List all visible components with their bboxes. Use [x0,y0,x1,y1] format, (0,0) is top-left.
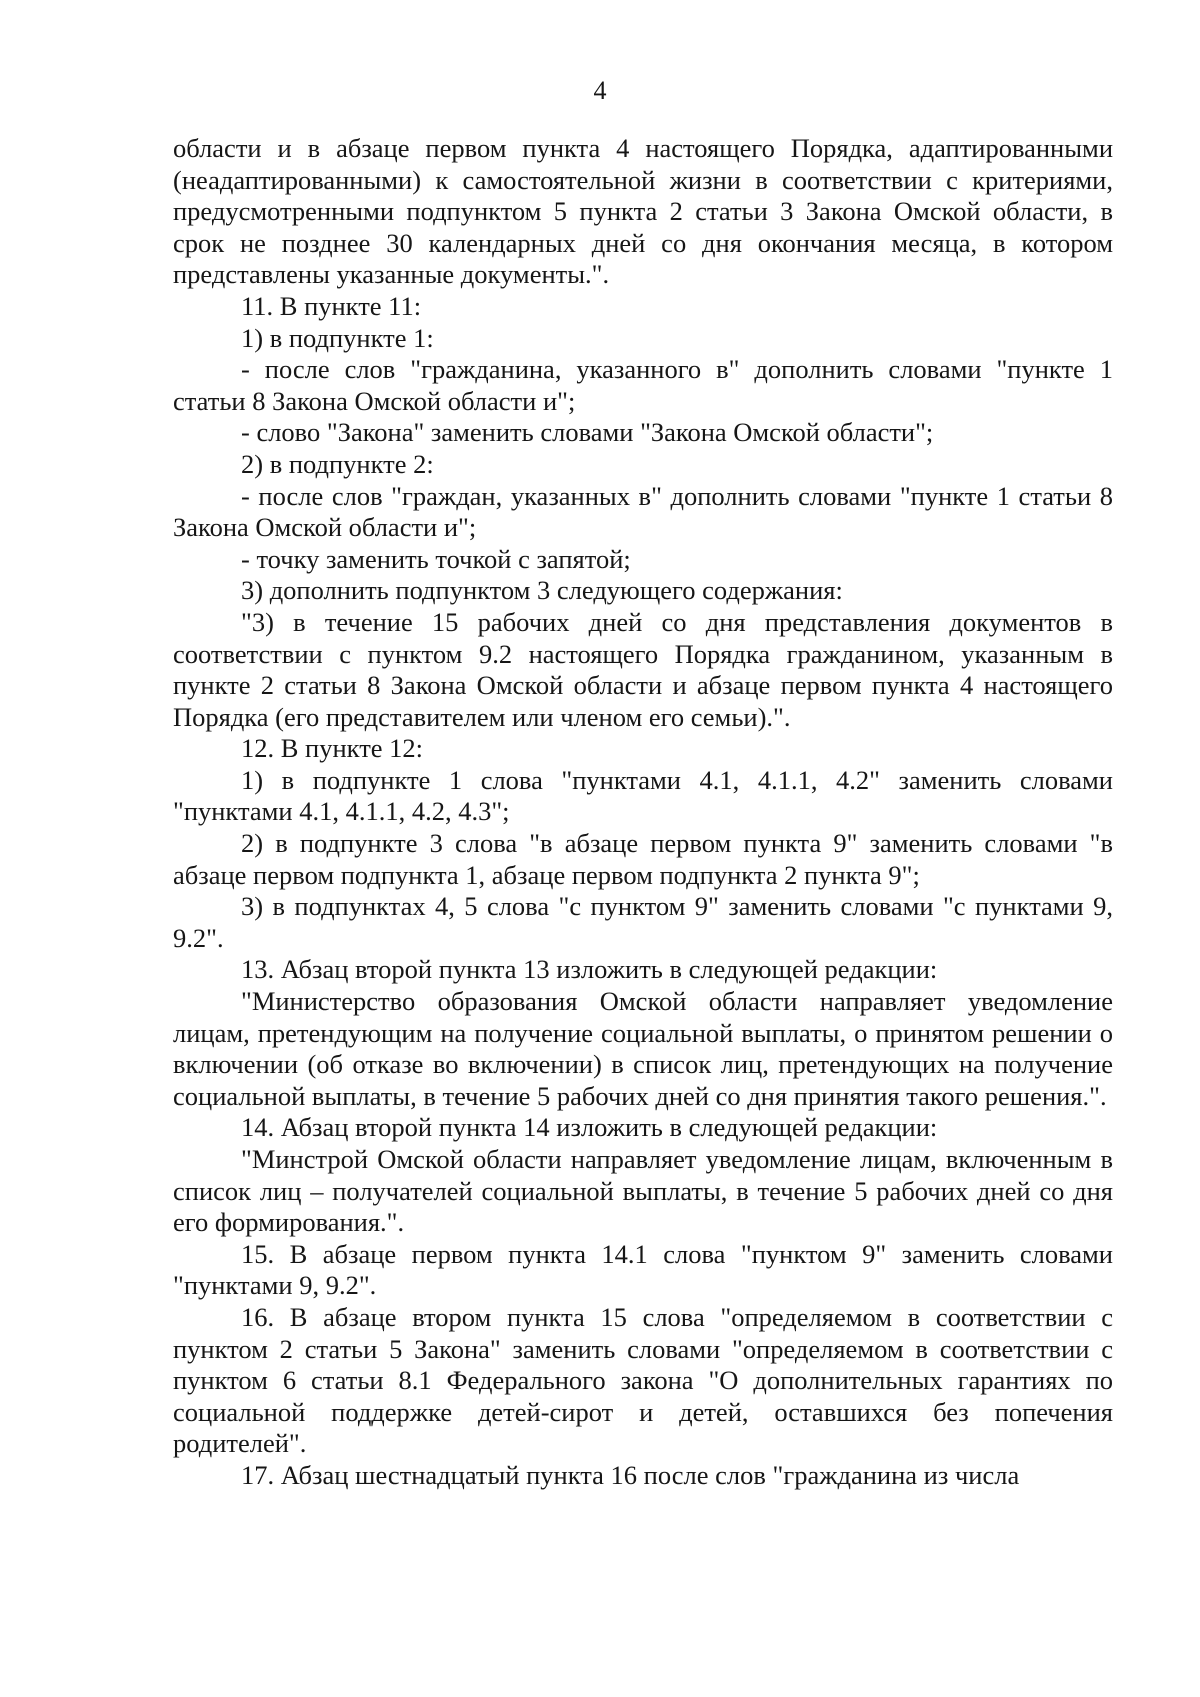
paragraph-item-17: 17. Абзац шестнадцатый пункта 16 после слов "гражданина из числа [241,1459,1020,1490]
paragraph-subitem: - точку заменить точкой с запятой; [241,543,631,574]
paragraph-item-12: 12. В пункте 12: [241,733,424,764]
paragraph-subitem: 2) в подпункте 3 слова "в абзаце первом пункта 9" заменить словами "в абзаце первом подпункта 1, абзаце первом подпункта 2 пункта 9"; [173,828,1113,890]
paragraph-item-15: 15. В абзаце первом пункта 14.1 слова "пунктом 9" заменить словами "пунктами 9, 9.2". [173,1238,1113,1301]
paragraph-subitem: 2) в подпункте 2: [241,448,434,479]
paragraph-subitem: 3) в подпунктах 4, 5 слова "с пунктом 9" заменить словами "с пунктами 9, 9.2". [173,891,1113,953]
paragraph-subitem: - слово "Закона" заменить словами "Закона Омской области"; [241,417,934,448]
paragraph-quote: "Минстрой Омской области направляет уведомление лицам, включенным в список лиц – получателей социальной выплаты, в течение 5 рабочих дней со дня его формирования.". [173,1144,1113,1238]
paragraph-subitem: 3) дополнить подпунктом 3 следующего содержания: [241,575,843,606]
paragraph-quote: "Министерство образования Омской области направляет уведомление лицам, претендующим на получение социальной выплаты, о принятом решении о включении (об отказе во включении) в список лиц, претендующих на получение социальной выплаты, в течение 5 рабочих дней со дня принятия такого решения.". [173,986,1113,1111]
paragraph-item-16: 16. В абзаце втором пункта 15 слова "определяемом в соответствии с пунктом 2 статьи 5 Закона" заменить словами "определяемом в соответствии с пунктом 6 статьи 8.1 Федерального закона "О дополнительных гарантиях по социальной поддержке детей-сирот и детей, оставшихся без попечения родителей". [173,1301,1113,1459]
paragraph-item-13: 13. Абзац второй пункта 13 изложить в следующей редакции: [241,954,938,985]
paragraph-quote: "3) в течение 15 рабочих дней со дня представления документов в соответствии с пунктом 9.2 настоящего Порядка гражданином, указанным в пункте 2 статьи 8 Закона Омской области и абзаце первом пункта 4 настоящего Порядка (его представителем или членом его семьи).". [173,606,1113,732]
paragraph-subitem: 1) в подпункте 1: [241,322,434,353]
paragraph-continuation: области и в абзаце первом пункта 4 настоящего Порядка, адаптированными (неадаптированными) к самостоятельной жизни в соответствии с критериями, предусмотренными подпунктом 5 пункта 2 статьи 3 Закона Омской области, в срок не позднее 30 календарных дней со дня окончания месяца, в котором представлены указанные документы.". [173,133,1113,290]
page-number: 4 [593,76,607,105]
paragraph-subitem: - после слов "граждан, указанных в" дополнить словами "пункте 1 статьи 8 Закона Омской области и"; [173,480,1113,543]
paragraph-item-11: 11. В пункте 11: [241,290,422,321]
document-body [173,133,1113,1492]
paragraph-subitem: - после слов "гражданина, указанного в" дополнить словами "пункте 1 статьи 8 Закона Омской области и"; [173,354,1113,416]
paragraph-subitem: 1) в подпункте 1 слова "пунктами 4.1, 4.1.1, 4.2" заменить словами "пунктами 4.1, 4.1.1, 4.2, 4.3"; [173,764,1113,827]
paragraph-item-14: 14. Абзац второй пункта 14 изложить в следующей редакции: [241,1112,938,1143]
